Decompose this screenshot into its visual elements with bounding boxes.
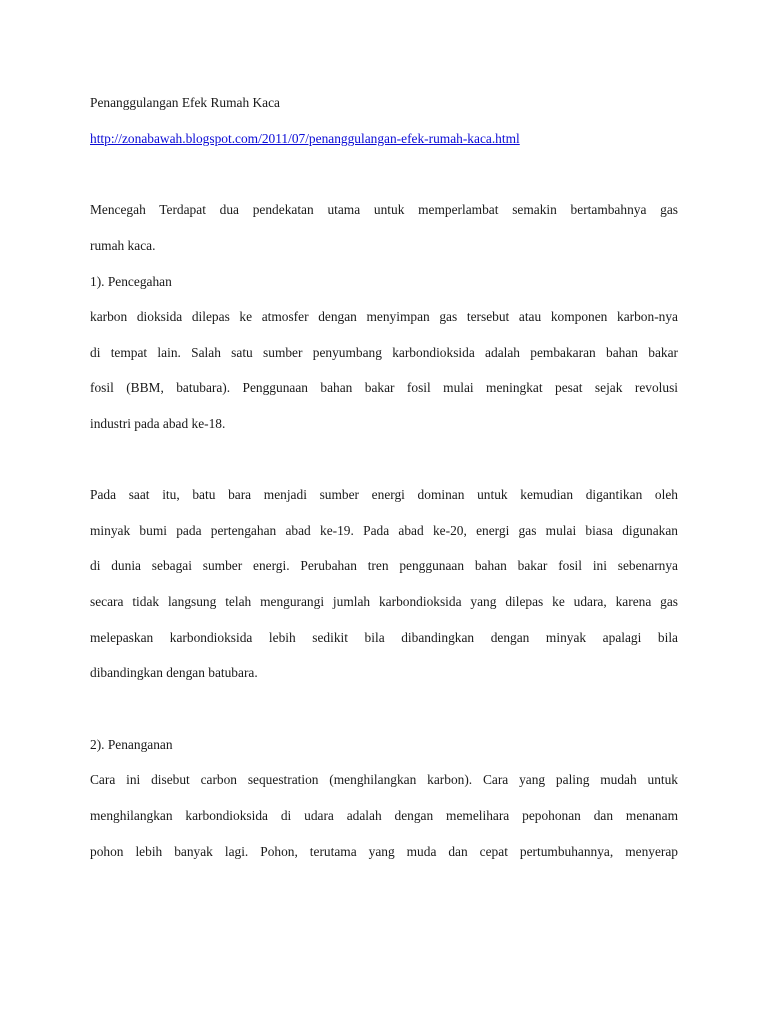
section1-p2-line-1: Pada saat itu, batu bara menjadi sumber energi dominan untuk kemudian digantikan oleh	[90, 487, 678, 502]
section1-p2-line-3: di dunia sebagai sumber energi. Perubahan tren penggunaan bahan bakar fosil ini sebenarnya	[90, 558, 678, 573]
section2-p1-line-1: Cara ini disebut carbon sequestration (menghilangkan karbon). Cara yang paling mudah untuk	[90, 772, 678, 787]
section1-p1-line-2: di tempat lain. Salah satu sumber penyumbang karbondioksida adalah pembakaran bahan bakar	[90, 345, 678, 360]
section1-p1-line-3: fosil (BBM, batubara). Penggunaan bahan bakar fosil mulai meningkat pesat sejak revolusi	[90, 380, 678, 395]
section1-p1-line-1: karbon dioksida dilepas ke atmosfer dengan menyimpan gas tersebut atau komponen karbon-nya	[90, 309, 678, 324]
intro-line-1: Mencegah Terdapat dua pendekatan utama untuk memperlambat semakin bertambahnya gas	[90, 202, 678, 217]
section1-p1-line-4: industri pada abad ke-18.	[90, 416, 226, 431]
section2-p1-line-2: menghilangkan karbondioksida di udara adalah dengan memelihara pepohonan dan menanam	[90, 808, 678, 823]
section1-p2-line-6: dibandingkan dengan batubara.	[90, 665, 258, 680]
section1-p2-line-2: minyak bumi pada pertengahan abad ke-19. Pada abad ke-20, energi gas mulai biasa digunakan	[90, 523, 678, 538]
source-link[interactable]	[90, 130, 678, 148]
section1-heading: 1). Pencegahan	[90, 274, 172, 289]
section1-p2-line-4: secara tidak langsung telah mengurangi jumlah karbondioksida yang dilepas ke udara, karena gas	[90, 594, 678, 609]
document-title: Penanggulangan Efek Rumah Kaca	[90, 95, 281, 110]
section2-p1-line-3: pohon lebih banyak lagi. Pohon, terutama yang muda dan cepat pertumbuhannya, menyerap	[90, 844, 678, 859]
section1-p2-line-5: melepaskan karbondioksida lebih sedikit bila dibandingkan dengan minyak apalagi bila	[90, 630, 678, 645]
section2-heading: 2). Penanganan	[90, 737, 173, 752]
source-url[interactable]: http://zonabawah.blogspot.com/2011/07/penanggulangan-efek-rumah-kaca.html	[90, 131, 520, 146]
intro-line-2: rumah kaca.	[90, 238, 156, 253]
